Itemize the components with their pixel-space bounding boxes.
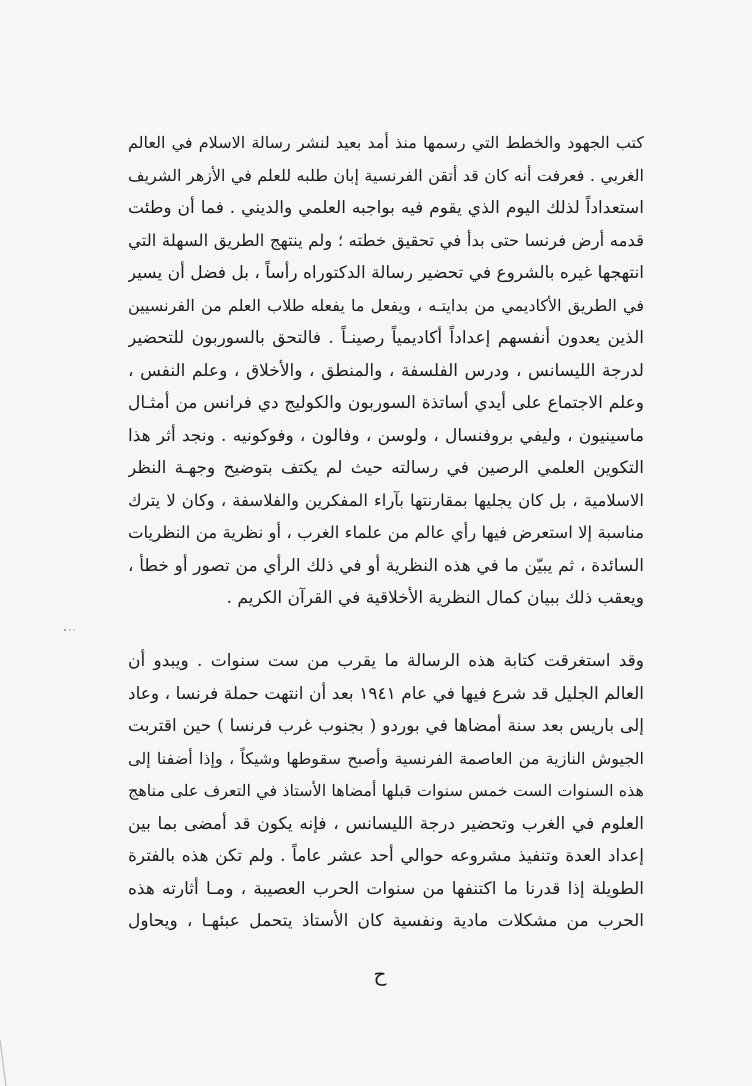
text-line: استعداداً لذلك اليوم الذي يقوم فيه بواجبه العلمي والديني . فما أن وطئت (128, 198, 644, 218)
text-line: الجيوش النازية من العاصمة الفرنسية وأصبح سقوطها وشيكاً ، وإذا أضفنا إلى (128, 748, 644, 768)
page-number: ح (373, 962, 387, 986)
text-line: وقد استغرقت كتابة هذه الرسالة ما يقرب من ست سنوات . ويبدو أن (128, 651, 644, 671)
paragraph-2 (128, 645, 644, 938)
text-line: إلى باريس بعد سنة أمضاها في بوردو ( بجنوب غرب فرنسا ) حين اقتربت (128, 716, 644, 736)
text-line: الاسلامية ، بل كان يجليها بمقارنتها بآراء المفكرين والفلاسفة ، وكان لا يترك (128, 490, 644, 510)
text-line: التكوين العلمي الرصين في رسالته حيث لم يكتف بتوضيح وجهـة النظر (128, 458, 644, 478)
text-line: إعداد العدة وتنفيذ مشروعه حوالي أحد عشر عاماً . ولم تكن هذه بالفترة (128, 846, 644, 866)
text-line: في الطريق الأكاديمي من بدايتـه ، ويفعل ما يفعله طلاب العلم من الفرنسيين (128, 295, 644, 315)
text-line: العلوم في الغرب وتحضير درجة الليسانس ، فإنه يكون قد أمضى بما بين (128, 813, 644, 834)
margin-speck (62, 627, 76, 633)
text-line: مناسبة إلا استعرض فيها رأي عالم من علماء الغرب ، أو نظرية من النظريات (128, 523, 644, 542)
text-line: العالم الجليل قد شرع فيها في عام ١٩٤١ بعد أن انتهت حملة فرنسا ، وعاد (128, 683, 644, 704)
text-line: انتهجها غيره بالشروع في تحضير رسالة الدكتوراه رأساً ، بل فضل أن يسير (128, 263, 644, 283)
text-line: قدمه أرض فرنسا حتى بدأ في تحقيق خطته ؛ ولم ينتهج الطريق السهلة التي (128, 230, 644, 250)
text-line: الحرب من مشكلات مادية ونفسية كان الأستاذ يتحمل عبئهـا ، ويحاول (128, 911, 644, 931)
text-line: ويعقب ذلك ببيان كمال النظرية الأخلاقية في القرآن الكريم . (226, 588, 644, 608)
text-line: وعلم الاجتماع على أيدي أساتذة السوربون والكوليج دي فرانس من أمثـال (128, 393, 644, 413)
text-line: الذين يعدون أنفسهم إعداداً أكاديمياً رصينـاً . فالتحق بالسوربون للتحضير (128, 328, 644, 348)
text-line: الغربي . فعرفت أنه كان قد أتقن الفرنسية إبان طلبه للعلم في الأزهر الشريف (128, 165, 644, 185)
paragraph-1 (128, 127, 644, 615)
text-line: كتب الجهود والخطط التي رسمها منذ أمد بعيد لنشر رسالة الاسلام في العالم (128, 133, 644, 152)
page-edge-shadow (0, 1040, 10, 1086)
text-line: لدرجة الليسانس ، ودرس الفلسفة ، والمنطق ، والأخلاق ، وعلم النفس ، (128, 360, 644, 381)
text-line: الطويلة إذا قدرنا ما اكتنفها من سنوات الحرب العصيبة ، ومـا أثارته هذه (128, 878, 644, 899)
text-line: ماسينيون ، وليفي بروفنسال ، ولوسن ، وفالون ، وفوكونيه . ونجد أثر هذا (128, 425, 644, 446)
text-line: السائدة ، ثم يبيّن ما في هذه النظرية أو في ذلك الرأي من تصور أو خطأ ، (128, 555, 644, 576)
text-line: هذه السنوات الست خمس سنوات قبلها أمضاها الأستاذ في التعرف على مناهج (128, 781, 644, 800)
